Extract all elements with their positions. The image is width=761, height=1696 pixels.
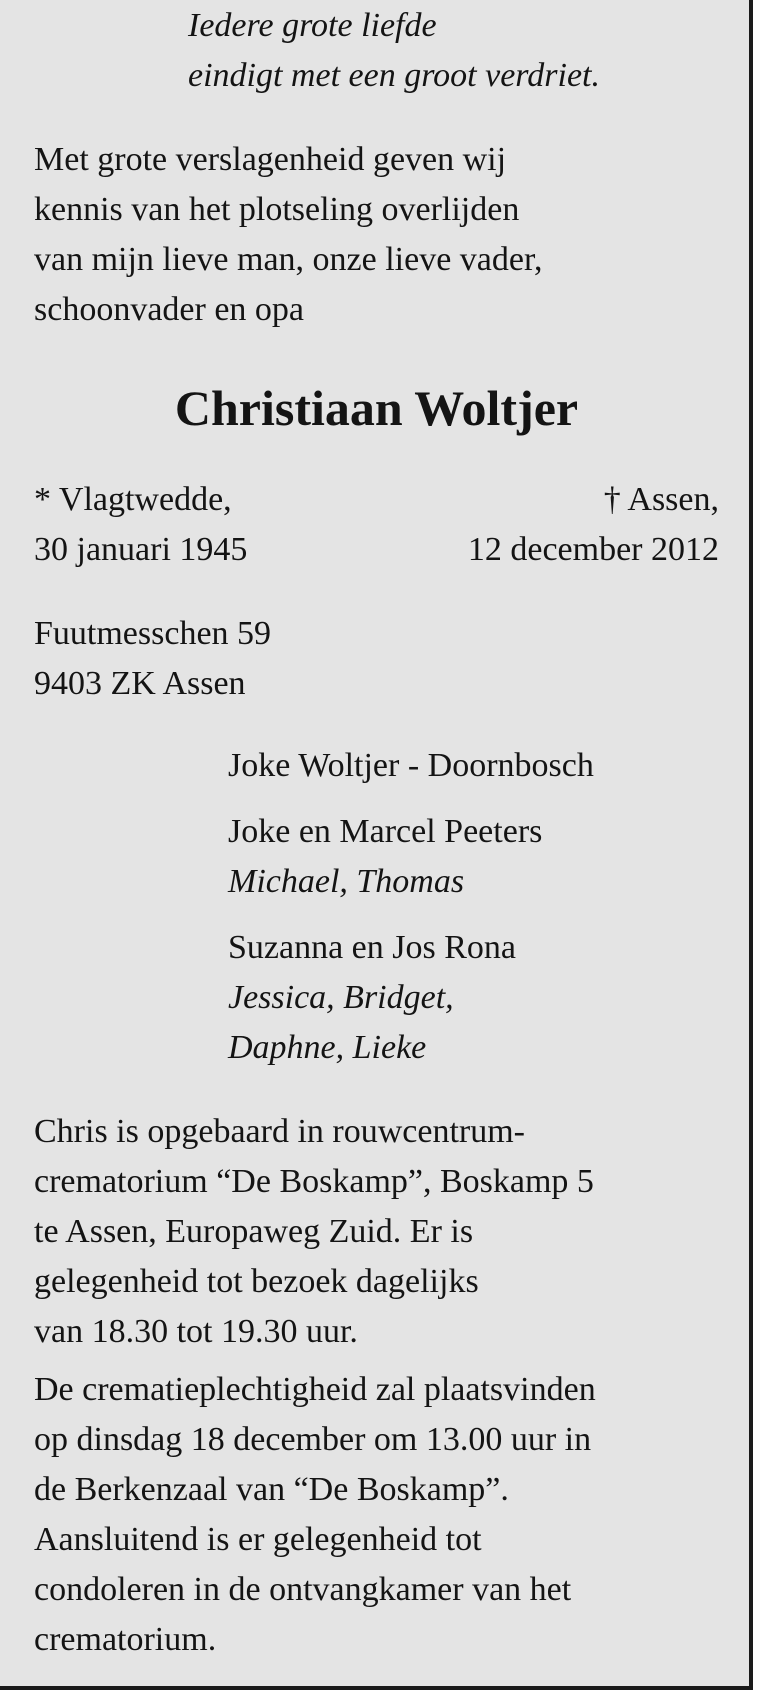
motto-line: eindigt met een groot verdriet. (188, 57, 600, 94)
visitation-line: gelegenheid tot bezoek dagelijks (34, 1263, 479, 1300)
visitation-line: Chris is opgebaard in rouwcentrum- (34, 1113, 525, 1150)
family-spouse: Joke Woltjer - Doornbosch (228, 747, 594, 784)
family-grandchildren: Jessica, Bridget, (228, 979, 454, 1016)
ceremony-line: de Berkenzaal van “De Boskamp”. (34, 1471, 509, 1508)
ceremony-line: De crematieplechtigheid zal plaatsvinden (34, 1371, 596, 1408)
address-street: Fuutmesschen 59 (34, 615, 272, 652)
motto-line: Iedere grote liefde (188, 7, 437, 44)
ceremony-line: condoleren in de ontvangkamer van het (34, 1571, 572, 1608)
announcement-line: van mijn lieve man, onze lieve vader, (34, 241, 543, 278)
family-child: Joke en Marcel Peeters (228, 813, 543, 850)
death-place: † Assen, (603, 481, 719, 518)
visitation-line: te Assen, Europaweg Zuid. Er is (34, 1213, 474, 1250)
announcement-line: Met grote verslagenheid geven wij (34, 141, 507, 178)
visitation-line: crematorium “De Boskamp”, Boskamp 5 (34, 1163, 594, 1200)
death-date: 12 december 2012 (467, 531, 719, 568)
ceremony-line: crematorium. (34, 1621, 217, 1658)
ceremony-line: op dinsdag 18 december om 13.00 uur in (34, 1421, 592, 1458)
address-city: 9403 ZK Assen (34, 665, 246, 702)
ceremony-line: Aansluitend is er gelegenheid tot (34, 1521, 482, 1558)
birth-date: 30 januari 1945 (34, 531, 248, 568)
family-grandchildren: Michael, Thomas (228, 863, 465, 900)
announcement-line: kennis van het plotseling overlijden (34, 191, 520, 228)
family-child: Suzanna en Jos Rona (228, 929, 517, 966)
visitation-line: van 18.30 tot 19.30 uur. (34, 1313, 358, 1350)
deceased-name: Christiaan Woltjer (174, 380, 579, 436)
birth-place: * Vlagtwedde, (34, 481, 232, 518)
family-grandchildren: Daphne, Lieke (228, 1029, 427, 1066)
announcement-line: schoonvader en opa (34, 291, 305, 328)
